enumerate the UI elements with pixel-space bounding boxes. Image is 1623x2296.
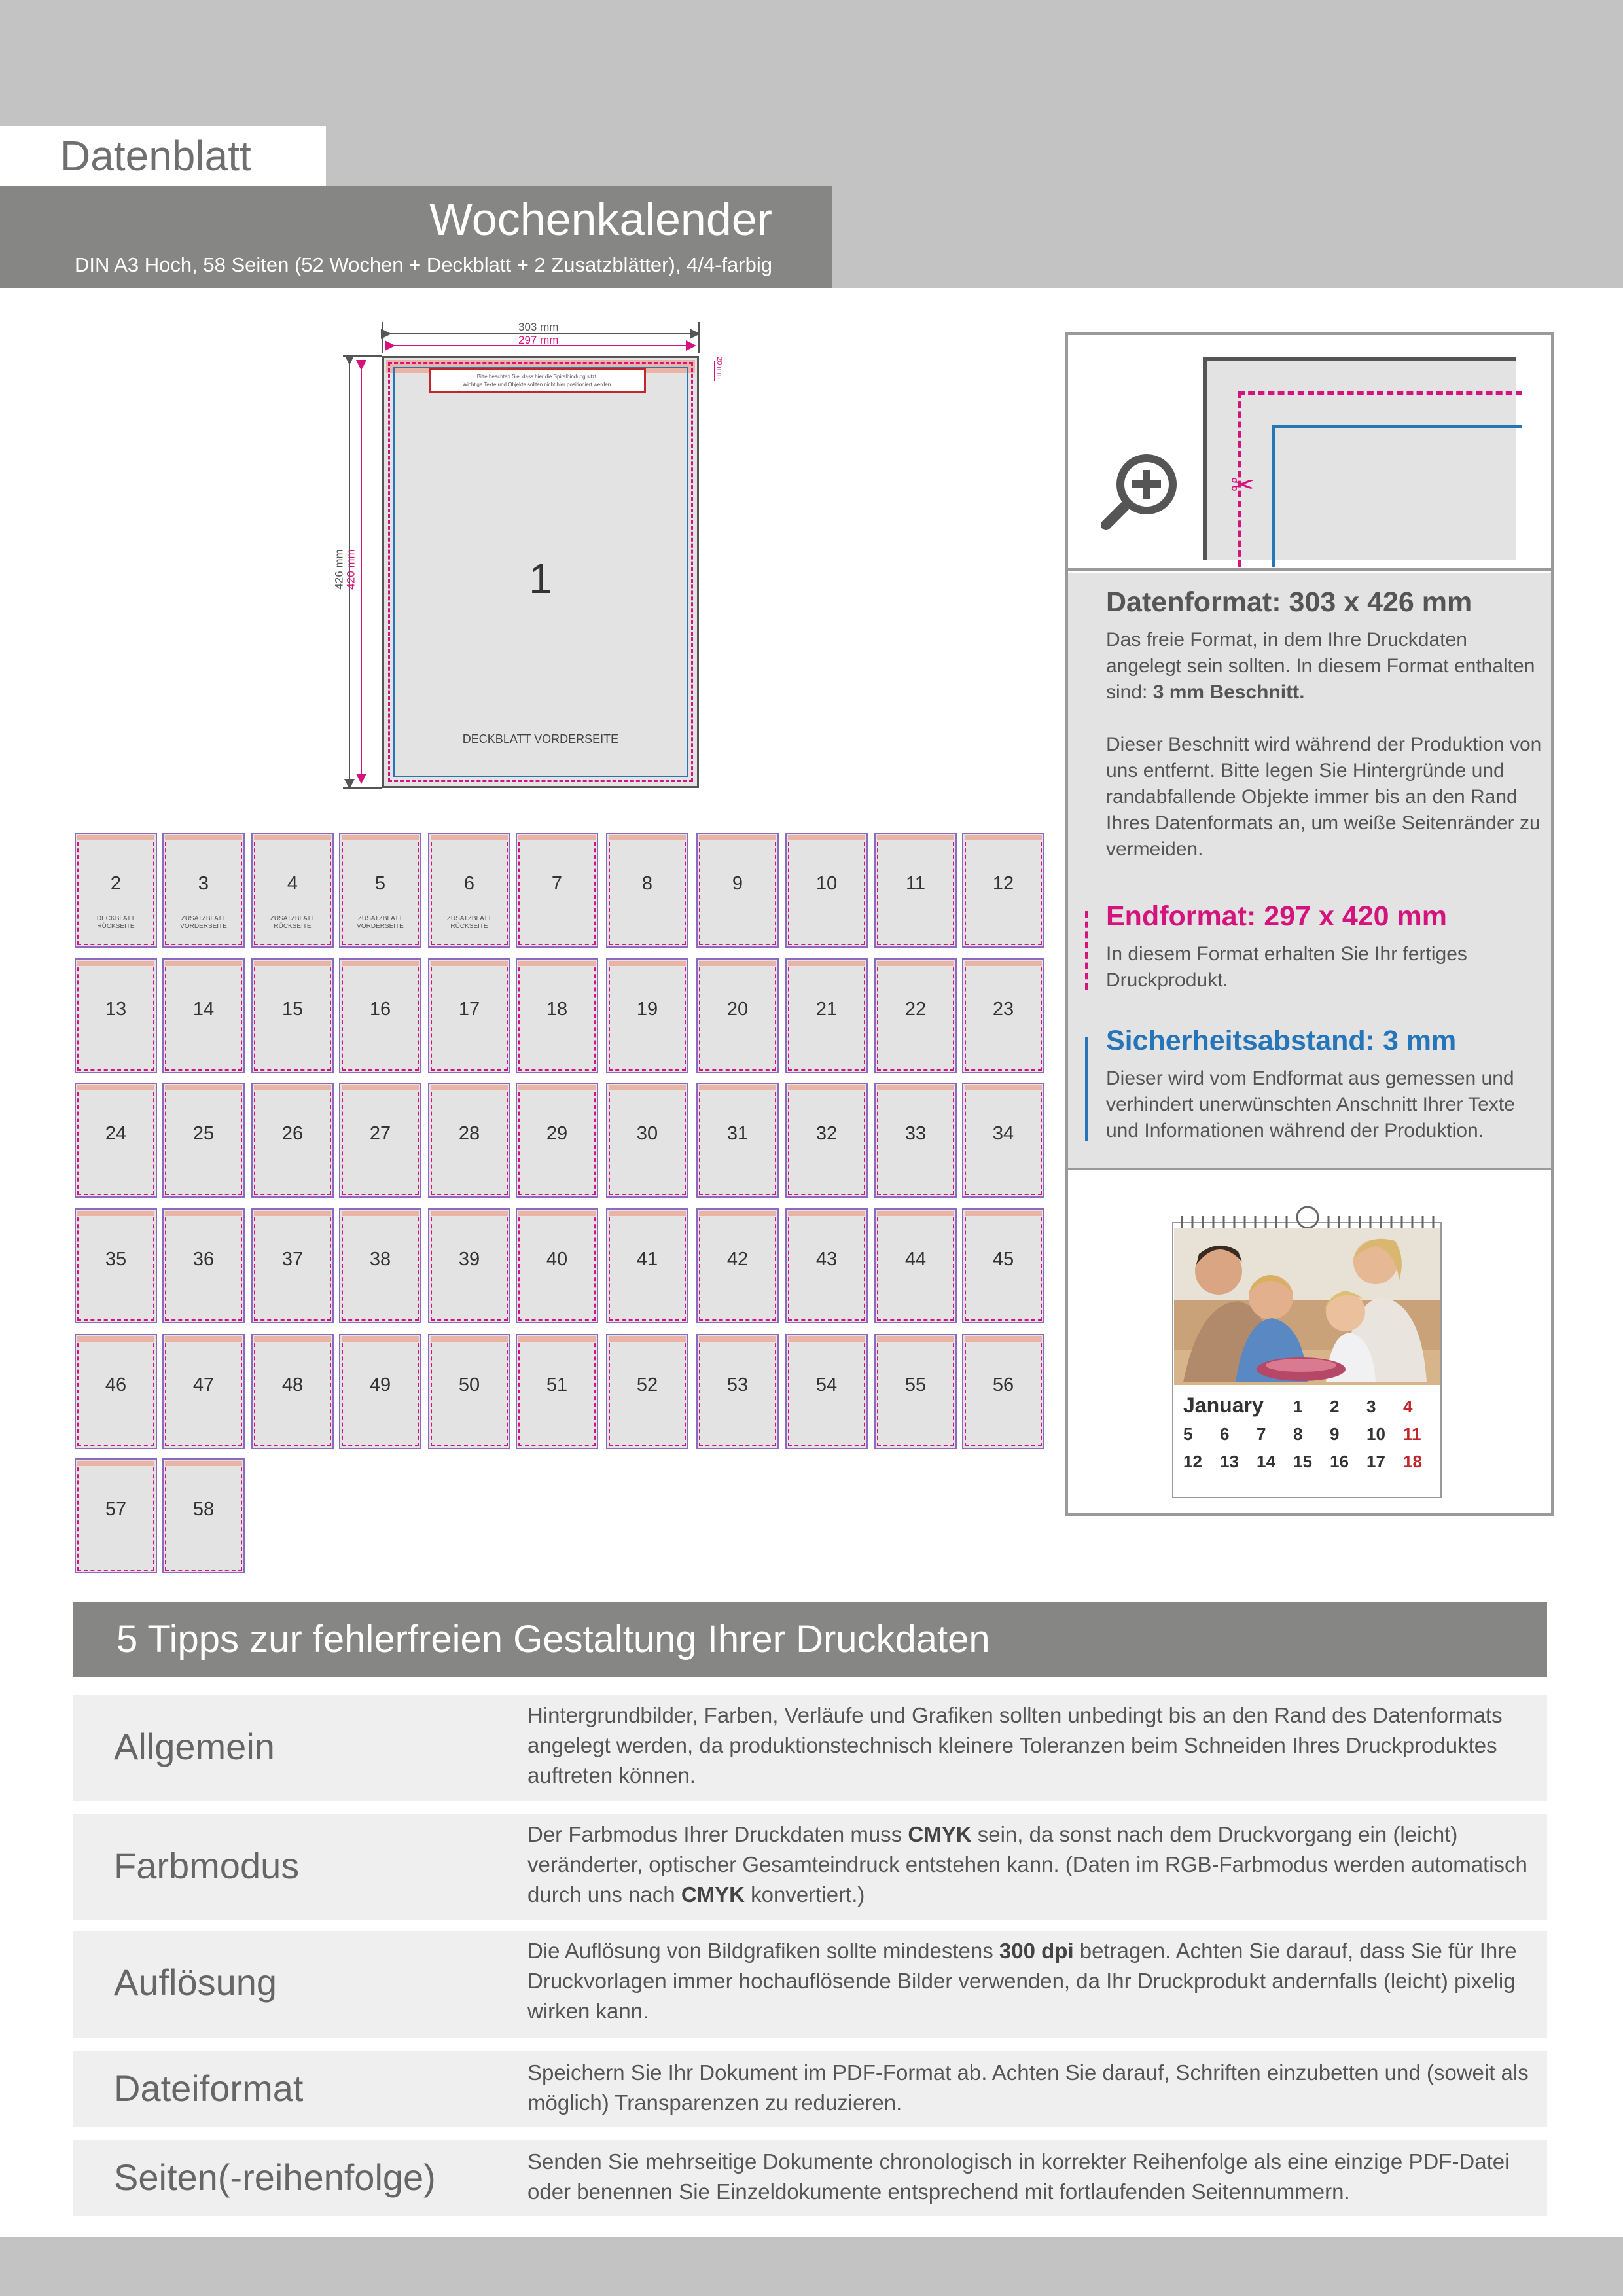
- end-format-text: In diesem Format erhalten Sie Ihr fertiges Druckprodukt.: [1106, 943, 1467, 991]
- width-trim-label: 297 mm: [518, 334, 559, 346]
- spiral-zone: [518, 961, 596, 966]
- spiral-zone: [788, 961, 865, 966]
- spiral-zone: [699, 1336, 776, 1342]
- page-thumb-39: [428, 1208, 510, 1323]
- page-thumb-28: [428, 1083, 510, 1198]
- page-number: 44: [904, 1249, 927, 1270]
- page-number: 15: [281, 999, 304, 1020]
- tip-text: Hintergrundbilder, Farben, Verläufe und Grafiken sollten unbedingt bis an den Rand des Datenformats angelegt werden, da produktionstechnisch kleinere Toleranzen beim Schneiden Ihres Druckproduktes auftreten können.: [527, 1703, 1503, 1787]
- spiral-zone: [699, 961, 776, 966]
- page-number: 21: [815, 999, 838, 1020]
- page-label: [253, 915, 332, 931]
- tip-dateiformat: [73, 2051, 1547, 2127]
- height-outer-label: 426 mm: [332, 549, 346, 590]
- page-label-line1: DECKBLATT: [96, 915, 135, 922]
- spiral-zone: [165, 1336, 242, 1342]
- spiral-zone: [165, 1211, 242, 1216]
- title-bar: [0, 186, 832, 288]
- tip-text: Senden Sie mehrseitige Dokumente chronologisch in korrekter Reihenfolge als eine einzige PDF-Datei oder benennen Sie Einzeldokumente entsprechend mit fortlaufenden Seitennummern.: [527, 2149, 1510, 2204]
- page-thumb-40: [516, 1208, 598, 1323]
- page-thumb-53: [696, 1334, 779, 1449]
- page-title: Wochenkalender: [429, 194, 772, 245]
- calendar-day: 6: [1220, 1424, 1230, 1444]
- spiral-zone: [965, 1085, 1042, 1090]
- end-format-title: Endformat: 297 x 420 mm: [1106, 901, 1447, 932]
- page-thumb-57: [75, 1458, 157, 1573]
- spiral-zone: [609, 961, 686, 966]
- spiral-zone: [877, 961, 954, 966]
- page-label-line2: RÜCKSEITE: [274, 923, 312, 930]
- page-number: 38: [369, 1249, 391, 1270]
- spiral-zone: [254, 835, 331, 840]
- spiral-zone: [77, 1336, 154, 1342]
- tip-aufloesung: [73, 1931, 1547, 2038]
- spiral-zone: [77, 1211, 154, 1216]
- calendar-preview: [1068, 1173, 1551, 1513]
- spiral-zone: [609, 835, 686, 840]
- page-number: 8: [641, 873, 653, 894]
- page-label: [164, 915, 243, 931]
- page-number: 50: [458, 1374, 480, 1395]
- page-label-line1: ZUSATZBLATT: [357, 915, 403, 922]
- tip-key: Allgemein: [114, 1726, 275, 1767]
- spiral-notice: [429, 368, 646, 393]
- spiral-zone: [165, 1461, 242, 1466]
- page-number: 34: [992, 1123, 1014, 1144]
- data-format-title: Datenformat: 303 x 426 mm: [1106, 586, 1472, 618]
- spiral-zone: [254, 1085, 331, 1090]
- tip-text-part: konvertiert.): [745, 1882, 865, 1907]
- page-thumb-5: [339, 833, 421, 948]
- page-number: 39: [458, 1249, 480, 1270]
- spiral-zone: [431, 961, 508, 966]
- page-thumb-4: [251, 833, 334, 948]
- page-thumb-35: [75, 1208, 157, 1323]
- calendar-day: 17: [1366, 1452, 1385, 1471]
- safety-title: Sicherheitsabstand: 3 mm: [1106, 1025, 1457, 1056]
- spiral-zone: [877, 1336, 954, 1342]
- page-number: 49: [369, 1374, 391, 1395]
- zoom-detail: [1068, 335, 1551, 571]
- page-thumb-22: [874, 958, 957, 1073]
- page-thumb-55: [874, 1334, 957, 1449]
- page-thumb-10: [785, 833, 868, 948]
- page-thumb-2: [75, 833, 157, 948]
- spiral-zone: [165, 961, 242, 966]
- page-thumb-7: [516, 833, 598, 948]
- page-thumb-11: [874, 833, 957, 948]
- page-number: 54: [815, 1374, 838, 1395]
- page-number: 5: [374, 873, 386, 894]
- page-thumb-38: [339, 1208, 421, 1323]
- page-thumb-36: [162, 1208, 245, 1323]
- page-thumb-48: [251, 1334, 334, 1449]
- page-thumb-23: [962, 958, 1044, 1073]
- spiral-zone: [965, 961, 1042, 966]
- spiral-zone: [965, 1211, 1042, 1216]
- height-trim-label: 420 mm: [344, 549, 357, 590]
- zoom-corner-view: [1203, 357, 1516, 560]
- page-number: 14: [192, 999, 215, 1020]
- page-thumb-52: [606, 1334, 688, 1449]
- page-number: 31: [726, 1123, 749, 1144]
- page-number: 40: [546, 1249, 568, 1270]
- page-number: 29: [546, 1123, 568, 1144]
- calendar-day: 15: [1293, 1452, 1312, 1471]
- page-number: 13: [105, 999, 127, 1020]
- page-number: 37: [281, 1249, 304, 1270]
- data-format-desc: Das freie Format, in dem Ihre Druckdaten angelegt sein sollten. In diesem Format enthalten sind:: [1106, 629, 1535, 703]
- zoom-in-icon: [1098, 448, 1183, 533]
- spiral-zone: [77, 961, 154, 966]
- page-number: 35: [105, 1249, 127, 1270]
- page-number: 20: [726, 999, 749, 1020]
- page-number: 10: [815, 873, 838, 894]
- page-thumb-45: [962, 1208, 1044, 1323]
- page-number: 3: [198, 873, 209, 894]
- page-number: 33: [904, 1123, 927, 1144]
- spiral-zone: [431, 835, 508, 840]
- safety-bar: [1085, 1037, 1088, 1141]
- spiral-zone: [77, 835, 154, 840]
- spiral-zone: [165, 835, 242, 840]
- page-thumb-9: [696, 833, 779, 948]
- spiral-zone: [609, 1211, 686, 1216]
- page-thumb-42: [696, 1208, 779, 1323]
- tip-text: [527, 1820, 1535, 1910]
- spiral-zone: [699, 1211, 776, 1216]
- calendar-month: January: [1183, 1393, 1264, 1417]
- spiral-zone: [699, 835, 776, 840]
- page-number: 56: [992, 1374, 1014, 1395]
- tip-allgemein: [73, 1695, 1547, 1801]
- page-label-line2: VORDERSEITE: [357, 923, 404, 930]
- tip-text-part: betragen. Achten Sie darauf, dass Sie für Ihre Druckvorlagen immer hochauflösende Bilder verwenden, da Ihr Druckprodukt andernfalls (leicht) pixelig wirken kann.: [527, 1939, 1517, 2023]
- safety-text: Dieser wird vom Endformat aus gemessen und verhindert unerwünschten Anschnitt Ihrer Texte und Informationen während der Produktion.: [1106, 1067, 1515, 1141]
- cover-page-label: DECKBLATT VORDERSEITE: [462, 732, 619, 745]
- tip-key: Auflösung: [114, 1962, 277, 2003]
- zoom-safety-line: [1272, 425, 1522, 567]
- info-panel: [1065, 332, 1554, 1516]
- spiral-zone: [788, 1336, 865, 1342]
- page-label-line2: RÜCKSEITE: [97, 923, 135, 930]
- page-thumb-8: [606, 833, 688, 948]
- page-label-line2: VORDERSEITE: [180, 923, 227, 930]
- tip-farbmodus: [73, 1814, 1547, 1920]
- tip-seitenreihenfolge: [73, 2140, 1547, 2216]
- page-thumb-30: [606, 1083, 688, 1198]
- spiral-zone: [877, 835, 954, 840]
- spiral-zone: [609, 1336, 686, 1342]
- page-number: 51: [546, 1374, 568, 1395]
- spiral-notice-line1: Bitte beachten Sie, dass hier die Spiralbindung sitzt.: [476, 374, 598, 380]
- page-thumb-29: [516, 1083, 598, 1198]
- spiral-zone: [254, 1336, 331, 1342]
- trim-bar: [1085, 911, 1088, 990]
- page-thumb-41: [606, 1208, 688, 1323]
- tip-text-part: Der Farbmodus Ihrer Druckdaten muss: [527, 1822, 908, 1846]
- page-thumb-18: [516, 958, 598, 1073]
- page-number: 16: [369, 999, 391, 1020]
- calendar-day: 10: [1366, 1424, 1385, 1444]
- spiral-zone: [518, 1336, 596, 1342]
- spiral-zone: [77, 1461, 154, 1466]
- tip-text-part: sein, da sonst nach dem Druckvorgang ein (leicht) veränderter, optischer Gesamteindruck entstehen kann. (Daten im RGB-Farbmodus werden automatisch durch uns nach: [527, 1822, 1527, 1907]
- bottom-band: [0, 2237, 1623, 2296]
- page-thumb-50: [428, 1334, 510, 1449]
- calendar-day: 12: [1183, 1452, 1202, 1471]
- calendar-day: 9: [1330, 1424, 1340, 1444]
- spiral-zone: [965, 1336, 1042, 1342]
- calendar-day: 18: [1403, 1452, 1422, 1471]
- page-thumb-15: [251, 958, 334, 1073]
- spiral-zone: [342, 961, 419, 966]
- spiral-zone: [431, 1336, 508, 1342]
- page-number: 32: [815, 1123, 838, 1144]
- spiral-zone: [342, 1336, 419, 1342]
- calendar-day: 13: [1220, 1452, 1239, 1471]
- spiral-zone: [342, 1211, 419, 1216]
- page-number: 42: [726, 1249, 749, 1270]
- cover-diagram: [327, 314, 733, 812]
- cover-page: [382, 356, 699, 788]
- tip-key: Seiten(-reihenfolge): [114, 2157, 436, 2198]
- tip-text-bold: CMYK: [681, 1882, 745, 1907]
- page-thumb-16: [339, 958, 421, 1073]
- calendar-day: 1: [1293, 1397, 1303, 1416]
- page-number: 30: [636, 1123, 658, 1144]
- page-number: 57: [105, 1499, 127, 1520]
- spiral-zone: [788, 1085, 865, 1090]
- page-number: 2: [110, 873, 122, 894]
- datasheet-label: Datenblatt: [0, 126, 326, 186]
- calendar-day: 16: [1330, 1452, 1349, 1471]
- spiral-zone: [877, 1211, 954, 1216]
- page-label: [340, 915, 420, 931]
- page-thumb-25: [162, 1083, 245, 1198]
- spiral-zone: [77, 1085, 154, 1090]
- spiral-zone: [518, 835, 596, 840]
- page-thumb-51: [516, 1334, 598, 1449]
- page-thumb-12: [962, 833, 1044, 948]
- page-thumb-58: [162, 1458, 245, 1573]
- spiral-zone: [518, 1211, 596, 1216]
- page-number: 11: [905, 873, 926, 894]
- page-thumb-26: [251, 1083, 334, 1198]
- page-thumb-19: [606, 958, 688, 1073]
- data-format-bleed: 3 mm Beschnitt.: [1152, 681, 1305, 703]
- spiral-zone: [788, 835, 865, 840]
- format-info: [1068, 573, 1551, 1170]
- tip-key: Farbmodus: [114, 1845, 300, 1886]
- scissors-icon: ✂: [1230, 469, 1255, 501]
- calendar-day: 11: [1403, 1424, 1421, 1444]
- page-number: 47: [192, 1374, 215, 1395]
- page-number: 12: [992, 873, 1014, 894]
- spiral-zone: [788, 1211, 865, 1216]
- page-label-line1: ZUSATZBLATT: [446, 915, 492, 922]
- page-number: 4: [287, 873, 298, 894]
- cover-page-number: 1: [529, 555, 552, 602]
- spiral-zone: [431, 1211, 508, 1216]
- page-number: 17: [458, 999, 480, 1020]
- spiral-zone: [609, 1085, 686, 1090]
- page-thumb-6: [428, 833, 510, 948]
- spiral-zone: [254, 961, 331, 966]
- calendar-day: 5: [1183, 1424, 1193, 1444]
- page-number: 53: [726, 1374, 749, 1395]
- spiral-zone: [877, 1085, 954, 1090]
- page-label-line1: ZUSATZBLATT: [181, 915, 226, 922]
- width-outer-label: 303 mm: [518, 321, 559, 333]
- tips-heading: 5 Tipps zur fehlerfreien Gestaltung Ihrer Druckdaten: [73, 1602, 1547, 1677]
- spiral-zone: [965, 835, 1042, 840]
- page-thumb-37: [251, 1208, 334, 1323]
- calendar-day: 2: [1330, 1397, 1340, 1416]
- page-thumb-21: [785, 958, 868, 1073]
- page-thumb-14: [162, 958, 245, 1073]
- page-number: 25: [192, 1123, 215, 1144]
- page-number: 45: [992, 1249, 1014, 1270]
- family-photo: [1174, 1228, 1440, 1385]
- tip-text: Speichern Sie Ihr Dokument im PDF-Format ab. Achten Sie darauf, Schriften einzubetten und (soweit als möglich) Transparenzen zu reduzieren.: [527, 2060, 1529, 2115]
- page-label-line2: RÜCKSEITE: [450, 923, 488, 930]
- spiral-notice-line2: Wichtige Texte und Objekte sollten nicht hier positioniert werden.: [462, 382, 613, 387]
- calendar-day: 3: [1366, 1397, 1376, 1416]
- page-number: 55: [904, 1374, 927, 1395]
- page-thumb-47: [162, 1334, 245, 1449]
- page-number: 46: [105, 1374, 127, 1395]
- page-thumb-49: [339, 1334, 421, 1449]
- page-subtitle: DIN A3 Hoch, 58 Seiten (52 Wochen + Deckblatt + 2 Zusatzblätter), 4/4-farbig: [74, 253, 772, 276]
- tip-key: Dateiformat: [114, 2068, 304, 2109]
- page-thumb-33: [874, 1083, 957, 1198]
- page-number: 48: [281, 1374, 304, 1395]
- page-thumb-31: [696, 1083, 779, 1198]
- tip-text-bold: 300 dpi: [999, 1939, 1074, 1963]
- calendar-day: 7: [1257, 1424, 1266, 1444]
- spiral-zone: [342, 835, 419, 840]
- page-label: [429, 915, 509, 931]
- page-thumb-32: [785, 1083, 868, 1198]
- page-thumb-24: [75, 1083, 157, 1198]
- page-number: 9: [732, 873, 743, 894]
- page-number: 6: [463, 873, 475, 894]
- spiral-zone: [699, 1085, 776, 1090]
- page-number: 19: [636, 999, 658, 1020]
- page-number: 58: [192, 1499, 215, 1520]
- page-label-line1: ZUSATZBLATT: [270, 915, 315, 922]
- tip-text-part: Die Auflösung von Bildgrafiken sollte mindestens: [527, 1939, 999, 1963]
- calendar-day: 4: [1403, 1397, 1413, 1416]
- page-number: 52: [636, 1374, 658, 1395]
- spiral-zone: [254, 1211, 331, 1216]
- page-number: 22: [904, 999, 927, 1020]
- data-format-text: [1106, 627, 1544, 706]
- page-thumb-27: [339, 1083, 421, 1198]
- page-number: 43: [815, 1249, 838, 1270]
- page-number: 27: [369, 1123, 391, 1144]
- bleed-text: Dieser Beschnitt wird während der Produktion von uns entfernt. Bitte legen Sie Hintergründe und randabfallende Objekte immer bis an den Rand Ihres Datenformats an, um weiße Seitenränder zu vermeiden.: [1106, 734, 1542, 860]
- page-thumb-20: [696, 958, 779, 1073]
- calendar-day: 14: [1257, 1452, 1275, 1471]
- page-number: 26: [281, 1123, 304, 1144]
- spiral-margin-label: 20 mm: [715, 357, 723, 379]
- spiral-zone: [342, 1085, 419, 1090]
- page-number: 24: [105, 1123, 127, 1144]
- page-number: 36: [192, 1249, 215, 1270]
- page-number: 23: [992, 999, 1014, 1020]
- page-number: 41: [636, 1249, 658, 1270]
- page-thumb-54: [785, 1334, 868, 1449]
- tip-text-bold: CMYK: [908, 1822, 972, 1846]
- spiral-zone: [431, 1085, 508, 1090]
- spiral-zone: [165, 1085, 242, 1090]
- spiral-zone: [518, 1085, 596, 1090]
- calendar-illustration: [1068, 1173, 1551, 1513]
- page-thumb-17: [428, 958, 510, 1073]
- page-thumb-34: [962, 1083, 1044, 1198]
- page-thumb-3: [162, 833, 245, 948]
- calendar-day: 8: [1293, 1424, 1303, 1444]
- page-label: [76, 915, 156, 931]
- page-number: 28: [458, 1123, 480, 1144]
- page-thumb-44: [874, 1208, 957, 1323]
- page-thumb-13: [75, 958, 157, 1073]
- page-number: 18: [546, 999, 568, 1020]
- tip-text: [527, 1936, 1535, 2026]
- page-thumb-56: [962, 1334, 1044, 1449]
- page-thumb-43: [785, 1208, 868, 1323]
- page-thumb-46: [75, 1334, 157, 1449]
- page-number: 7: [551, 873, 563, 894]
